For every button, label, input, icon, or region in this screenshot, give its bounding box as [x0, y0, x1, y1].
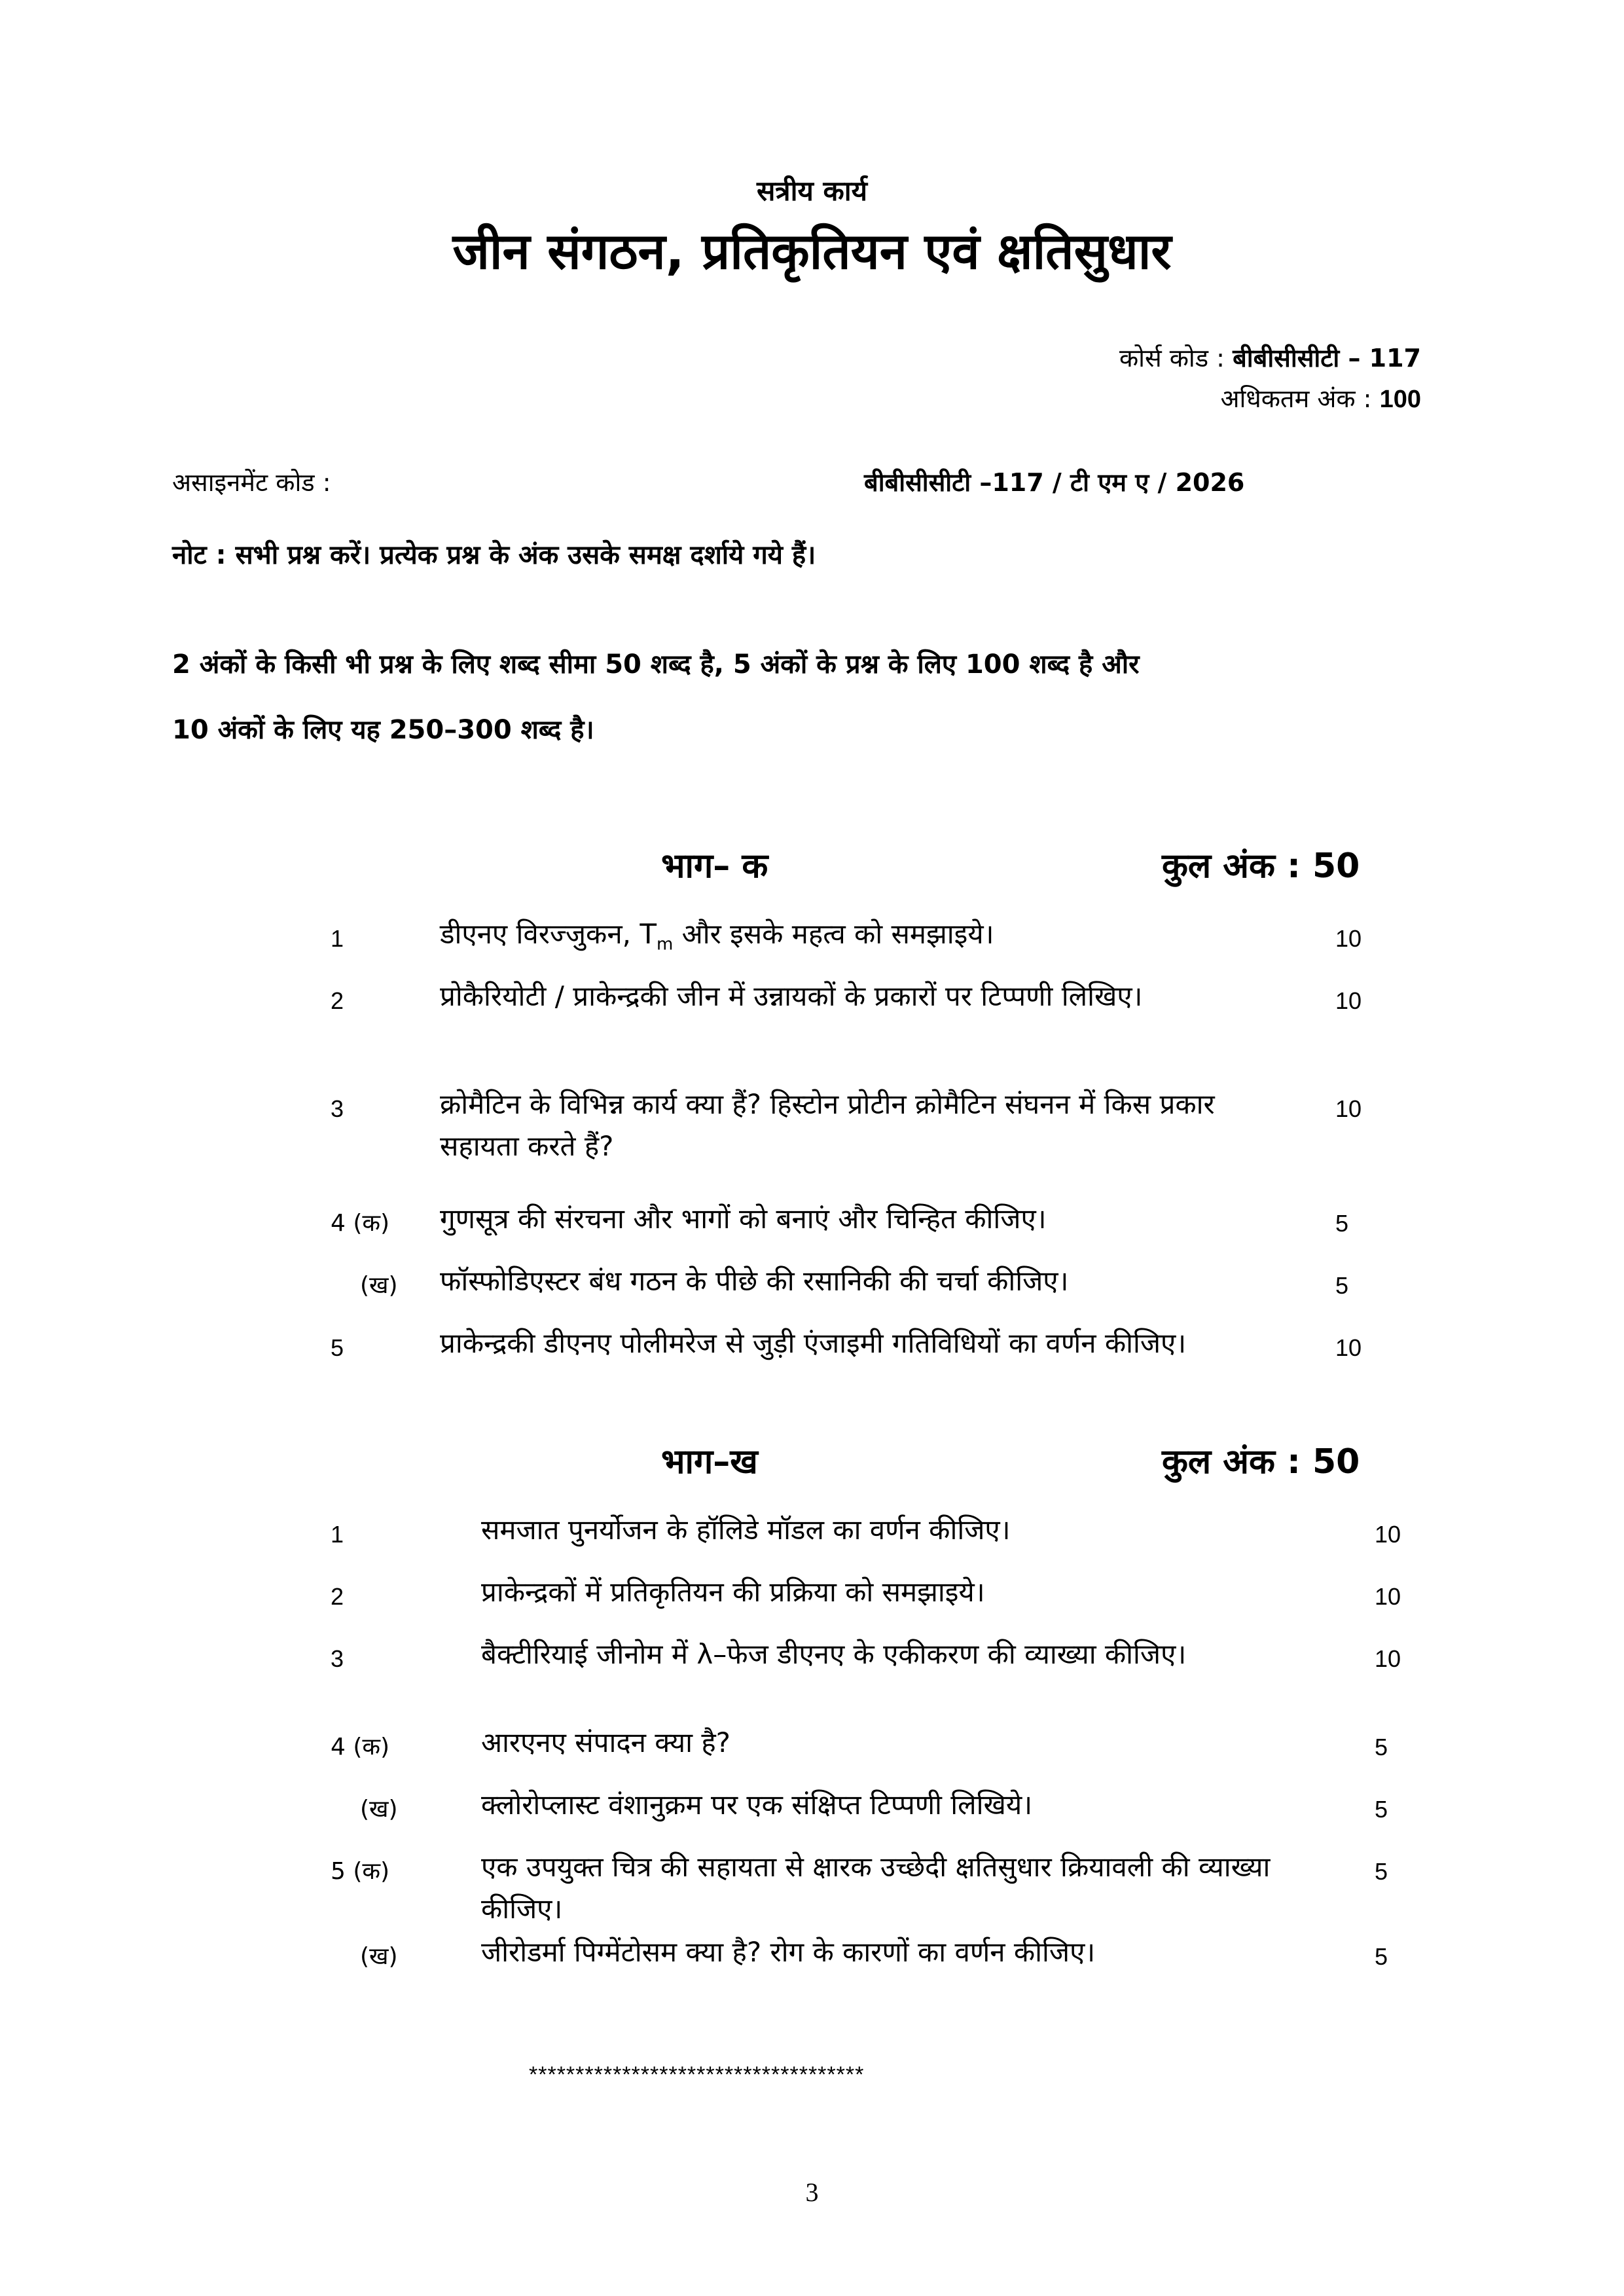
question-text: फॉस्फोडिएस्टर बंध गठन के पीछे की रसानिकी की चर्चा कीजिए।: [440, 1265, 1069, 1297]
question-text: डीएनए विरज्जुकन, $T_m$ और इसके महत्व को समझाइये।: [440, 918, 994, 955]
course-code-value: बीबीसीसीटी – 117: [1233, 344, 1421, 373]
part-a-heading: भाग– क: [661, 847, 768, 886]
question-text: जीरोडर्मा पिग्मेंटोसम क्या है? रोग के कारणों का वर्णन कीजिए।: [481, 1936, 1096, 1968]
question-marks: 10: [1335, 1095, 1362, 1122]
question-text: क्लोरोप्लास्ट वंशानुक्रम पर एक संक्षिप्त टिप्पणी लिखिये।: [481, 1789, 1033, 1821]
end-divider: ************************************: [529, 2062, 865, 2087]
question-marks: 5: [1375, 1943, 1388, 1970]
question-text: क्रोमैटिन के विभिन्न कार्य क्या हैं? हिस्टोन प्रोटीन क्रोमैटिन संघनन में किस प्रकार सहायता करते हैं?: [440, 1088, 1215, 1162]
question-text: गुणसूत्र की संरचना और भागों को बनाएं और चिन्हित कीजिए।: [440, 1203, 1047, 1235]
question-number: 4 (क): [331, 1734, 390, 1760]
course-code-label: कोर्स कोड :: [1119, 344, 1225, 373]
question-marks: 5: [1335, 1210, 1349, 1237]
part-a-total: कुल अंक : 50: [1162, 847, 1360, 886]
question-number: (ख): [360, 1796, 398, 1823]
question-text: प्रोकैरियोटी / प्राकेन्द्रकी जीन में उन्नायकों के प्रकारों पर टिप्पणी लिखिए।: [440, 980, 1143, 1012]
question-text: बैक्टीरियाई जीनोम में λ–फेज डीएनए के एकीकरण की व्याख्या कीजिए।: [481, 1638, 1187, 1670]
question-marks: 10: [1335, 1334, 1362, 1361]
question-marks: 5: [1335, 1272, 1349, 1299]
kicker: सत्रीय कार्य: [757, 175, 867, 207]
question-text: प्राकेन्द्रकों में प्रतिकृतियन की प्रक्रिया को समझाइये।: [481, 1576, 985, 1608]
max-marks: [1221, 381, 1422, 415]
question-number: 4 (क): [331, 1210, 390, 1237]
question-number: 2: [331, 1583, 344, 1610]
question-marks: 10: [1375, 1583, 1401, 1610]
question-number: 1: [331, 925, 344, 952]
question-number: (ख): [360, 1943, 398, 1970]
word-limit-line-1: 2 अंकों के किसी भी प्रश्न के लिए शब्द सीमा 50 शब्द है, 5 अंकों के प्रश्न के लिए 100 शब्द है और: [172, 649, 1140, 680]
question-marks: 5: [1375, 1858, 1388, 1885]
question-number: 5 (क): [331, 1858, 390, 1885]
max-marks-label: अधिकतम अंक :: [1220, 384, 1372, 413]
question-text: एक उपयुक्त चित्र की सहायता से क्षारक उच्छेदी क्षतिसुधार क्रियावली की व्याख्या कीजिए।: [481, 1851, 1271, 1925]
course-code: [1119, 340, 1421, 374]
page-title: जीन संगठन, प्रतिकृतियन एवं क्षतिसुधार: [452, 222, 1172, 280]
max-marks-value: 100: [1379, 386, 1421, 413]
question-text: आरएनए संपादन क्या है?: [481, 1726, 731, 1758]
question-number: 3: [331, 1095, 344, 1122]
question-number: 1: [331, 1521, 344, 1548]
question-number: 2: [331, 987, 344, 1014]
question-marks: 10: [1335, 925, 1362, 952]
word-limit-line-2: 10 अंकों के लिए यह 250–300 शब्द है।: [172, 715, 594, 745]
question-marks: 10: [1375, 1645, 1401, 1672]
assignment-code-label: असाइनमेंट कोड :: [172, 468, 331, 497]
question-number: 5: [331, 1334, 344, 1361]
question-marks: 5: [1375, 1796, 1388, 1823]
part-b-heading: भाग–ख: [661, 1442, 758, 1482]
question-marks: 10: [1335, 987, 1362, 1014]
assignment-code-value: बीबीसीसीटी –117 / टी एम ए / 2026: [864, 468, 1245, 497]
question-text: प्राकेन्द्रकी डीएनए पोलीमरेज से जुड़ी एंजाइमी गतिविधियों का वर्णन कीजिए।: [440, 1327, 1187, 1359]
question-marks: 10: [1375, 1521, 1401, 1548]
question-text: समजात पुनर्योजन के हॉलिडे मॉडल का वर्णन कीजिए।: [481, 1514, 1011, 1546]
question-marks: 5: [1375, 1734, 1388, 1760]
part-b-total: कुल अंक : 50: [1162, 1442, 1360, 1482]
note: नोट : सभी प्रश्न करें। प्रत्येक प्रश्न के अंक उसके समक्ष दर्शाये गये हैं।: [172, 540, 816, 570]
question-number: 3: [331, 1645, 344, 1672]
page-number: 3: [805, 2178, 819, 2207]
question-number: (ख): [360, 1272, 398, 1299]
